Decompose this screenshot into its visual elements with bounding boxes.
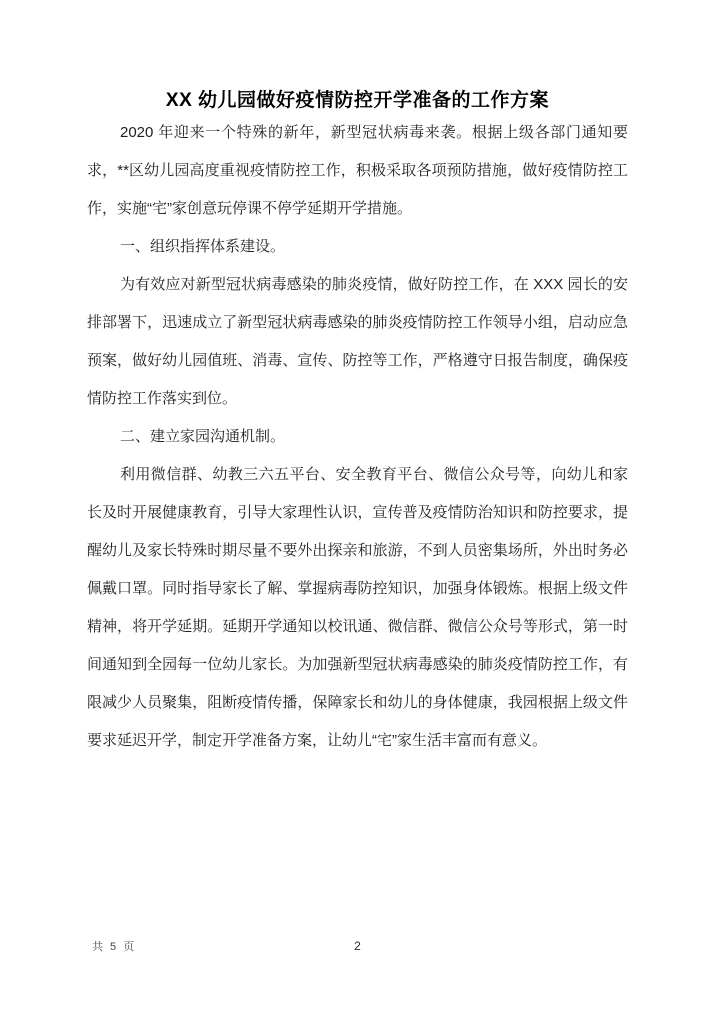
document-title: XX 幼儿园做好疫情防控开学准备的工作方案: [165, 90, 550, 111]
intro-paragraph: 2020 年迎来一个特殊的新年，新型冠状病毒来袭。根据上级各部门通知要求，**区幼儿园高度重视疫情防控工作，积极采取各项预防措施，做好疫情防控工作，实施“宅”家创意玩停课不停学延期开学措施。: [87, 124, 628, 217]
section-1-heading: 一、组织指挥体系建设。: [120, 238, 286, 255]
section-2-paragraph: 利用微信群、幼教三六五平台、安全教育平台、微信公众号等，向幼儿和家长及时开展健康教育，引导大家理性认识，宣传普及疫情防治知识和防控要求，提醒幼儿及家长特殊时期尽量不要外出探亲和旅游，不到人员密集场所，外出时务必佩戴口罩。同时指导家长了解、掌握病毒防控知识，加强身体锻炼。根据上级文件精神，将开学延期。延期开学通知以校讯通、微信群、微信公众号等形式，第一时间通知到全园每一位幼儿家长。为加强新型冠状病毒感染的肺炎疫情防控工作，有限减少人员聚集，阻断疫情传播，保障家长和幼儿的身体健康，我园根据上级文件要求延迟开学，制定开学准备方案，让幼儿“宅”家生活丰富而有意义。: [87, 466, 628, 749]
section-1-paragraph: 为有效应对新型冠状病毒感染的肺炎疫情，做好防控工作，在 XXX 园长的安排部署下，迅速成立了新型冠状病毒感染的肺炎疫情防控工作领导小组，启动应急预案，做好幼儿园值班、消毒、宣传、防控等工作，严格遵守日报告制度，确保疫情防控工作落实到位。: [87, 276, 628, 407]
section-2-heading: 二、建立家园沟通机制。: [120, 428, 286, 445]
page-footer: [87, 938, 628, 956]
total-pages-label: 共 5 页: [92, 941, 137, 953]
page-number: 2: [354, 939, 361, 953]
